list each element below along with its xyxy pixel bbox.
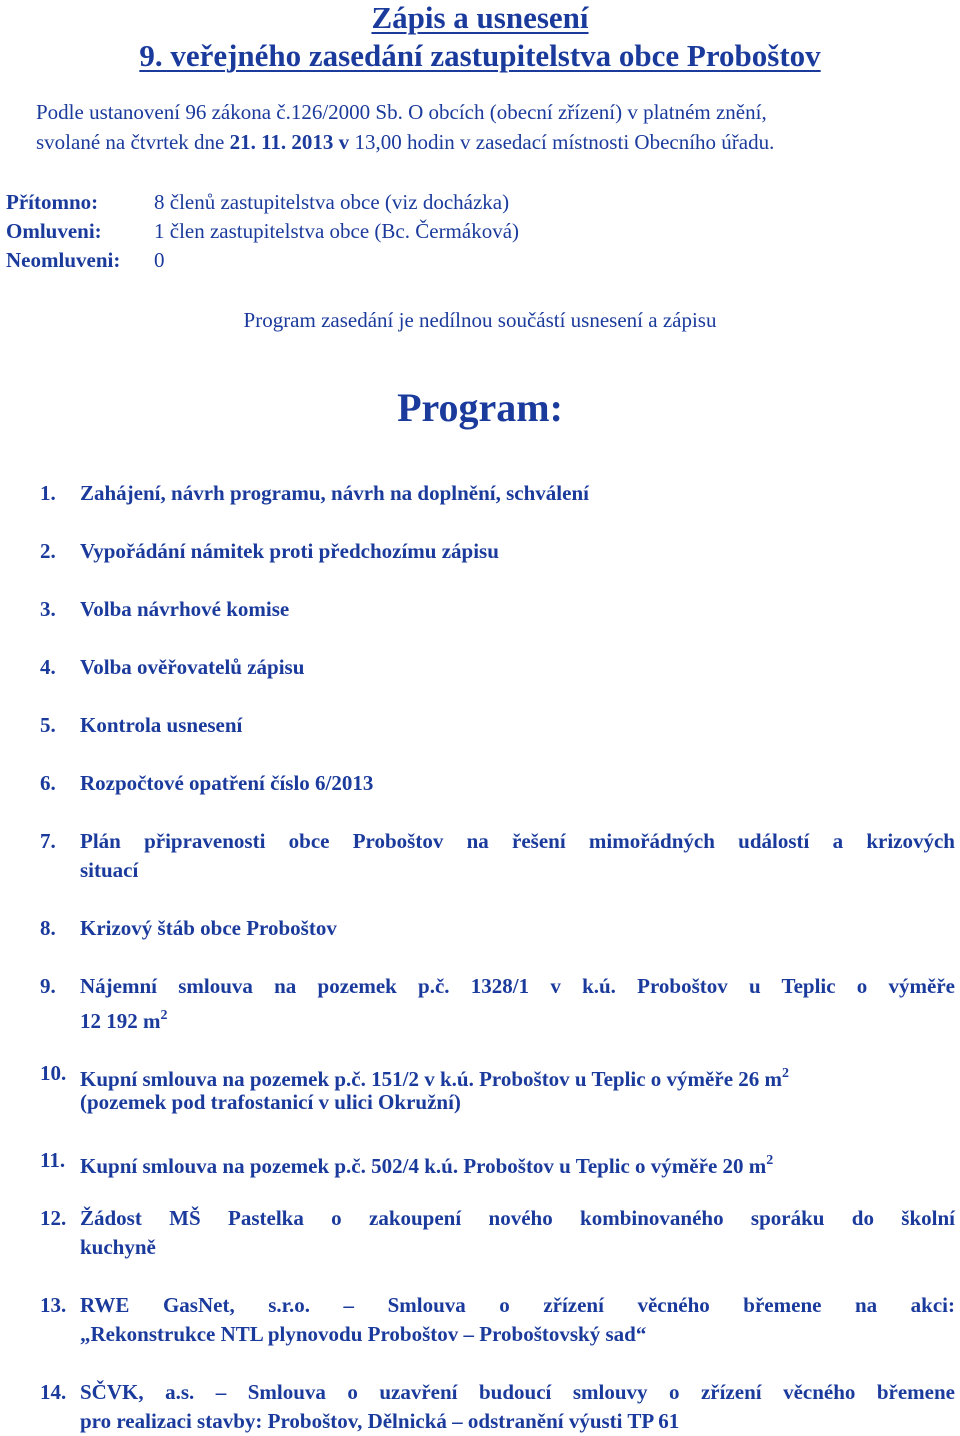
item-text: Nájemní smlouva na pozemek p.č. 1328/1 v k.ú. Proboštov u Teplic o výměře — [80, 974, 955, 998]
item-number: 3. — [40, 597, 56, 621]
item-number: 6. — [40, 771, 56, 795]
document-title: Zápis a usnesení — [371, 0, 589, 35]
item-number: 14. — [40, 1380, 67, 1404]
item-number: 12. — [40, 1206, 67, 1230]
item-number: 9. — [40, 974, 56, 998]
program-heading: Program: — [397, 385, 563, 430]
item-text-continuation: (pozemek pod trafostanicí v ulici Okružní) — [80, 1090, 461, 1114]
superscript: 2 — [160, 1008, 168, 1023]
item-text: Volba návrhové komise — [80, 597, 290, 621]
excused-value: 1 člen zastupitelstva obce (Bc. Čermáková) — [154, 219, 520, 243]
item-text-continuation: „Rekonstrukce NTL plynovodu Proboštov – Proboštovský sad“ — [80, 1322, 647, 1346]
item-number: 2. — [40, 539, 56, 563]
unexcused-label: Neomluveni: — [6, 248, 121, 272]
item-text: Zahájení, návrh programu, návrh na doplnění, schválení — [80, 481, 589, 505]
item-number: 7. — [40, 829, 56, 853]
item-text: Žádost MŠ Pastelka o zakoupení nového kombinovaného sporáku do školní — [80, 1206, 955, 1230]
intro-date: 21. 11. 2013 v — [229, 130, 350, 154]
intro-prefix: svolané na čtvrtek dne — [36, 130, 230, 154]
item-number: 1. — [40, 481, 56, 505]
item-text-continuation: situací — [80, 858, 139, 882]
item-number: 4. — [40, 655, 56, 679]
item-text-part: Kupní smlouva na pozemek p.č. 502/4 k.ú. Proboštov u Teplic o výměře 20 m — [80, 1154, 767, 1178]
item-text: Kontrola usnesení — [80, 713, 243, 737]
item-number: 8. — [40, 916, 56, 940]
document-subtitle: 9. veřejného zasedání zastupitelstva obce Proboštov — [139, 38, 821, 73]
superscript: 2 — [782, 1066, 790, 1081]
item-text: Rozpočtové opatření číslo 6/2013 — [80, 771, 374, 795]
intro-line-2 — [36, 130, 774, 155]
intro-suffix: 13,00 hodin v zasedací místnosti Obecního úřadu. — [349, 130, 775, 154]
item-text-continuation: pro realizaci stavby: Proboštov, Dělnická – odstranění výusti TP 61 — [80, 1409, 680, 1433]
item-text-part: Kupní smlouva na pozemek p.č. 151/2 v k.ú. Proboštov u Teplic o výměře 26 m — [80, 1067, 783, 1091]
item-text: Plán připravenosti obce Proboštov na řešení mimořádných událostí a krizových — [80, 829, 955, 853]
item-number: 10. — [40, 1061, 67, 1085]
item-text-continuation: kuchyně — [80, 1235, 156, 1259]
item-text: Volba ověřovatelů zápisu — [80, 655, 305, 679]
unexcused-value: 0 — [154, 248, 165, 272]
item-number: 13. — [40, 1293, 67, 1317]
item-text: Krizový štáb obce Proboštov — [80, 916, 337, 940]
present-value: 8 členů zastupitelstva obce (viz docházka) — [154, 190, 510, 214]
program-note: Program zasedání je nedílnou součástí usnesení a zápisu — [243, 308, 717, 332]
item-text-part: 12 192 m — [80, 1009, 161, 1033]
item-text: SČVK, a.s. – Smlouva o uzavření budoucí smlouvy o zřízení věcného břemene — [80, 1380, 955, 1404]
item-text: Vypořádání námitek proti předchozímu zápisu — [80, 539, 499, 563]
item-number: 11. — [40, 1148, 66, 1172]
item-text-continuation — [80, 1001, 168, 1036]
item-text — [80, 1146, 773, 1181]
present-label: Přítomno: — [6, 190, 99, 214]
intro-line-1: Podle ustanovení 96 zákona č.126/2000 Sb. O obcích (obecní zřízení) v platném znění, — [36, 100, 767, 124]
item-text: RWE GasNet, s.r.o. – Smlouva o zřízení věcného břemene na akci: — [80, 1293, 955, 1317]
excused-label: Omluveni: — [6, 219, 102, 243]
item-number: 5. — [40, 713, 56, 737]
superscript: 2 — [766, 1153, 774, 1168]
